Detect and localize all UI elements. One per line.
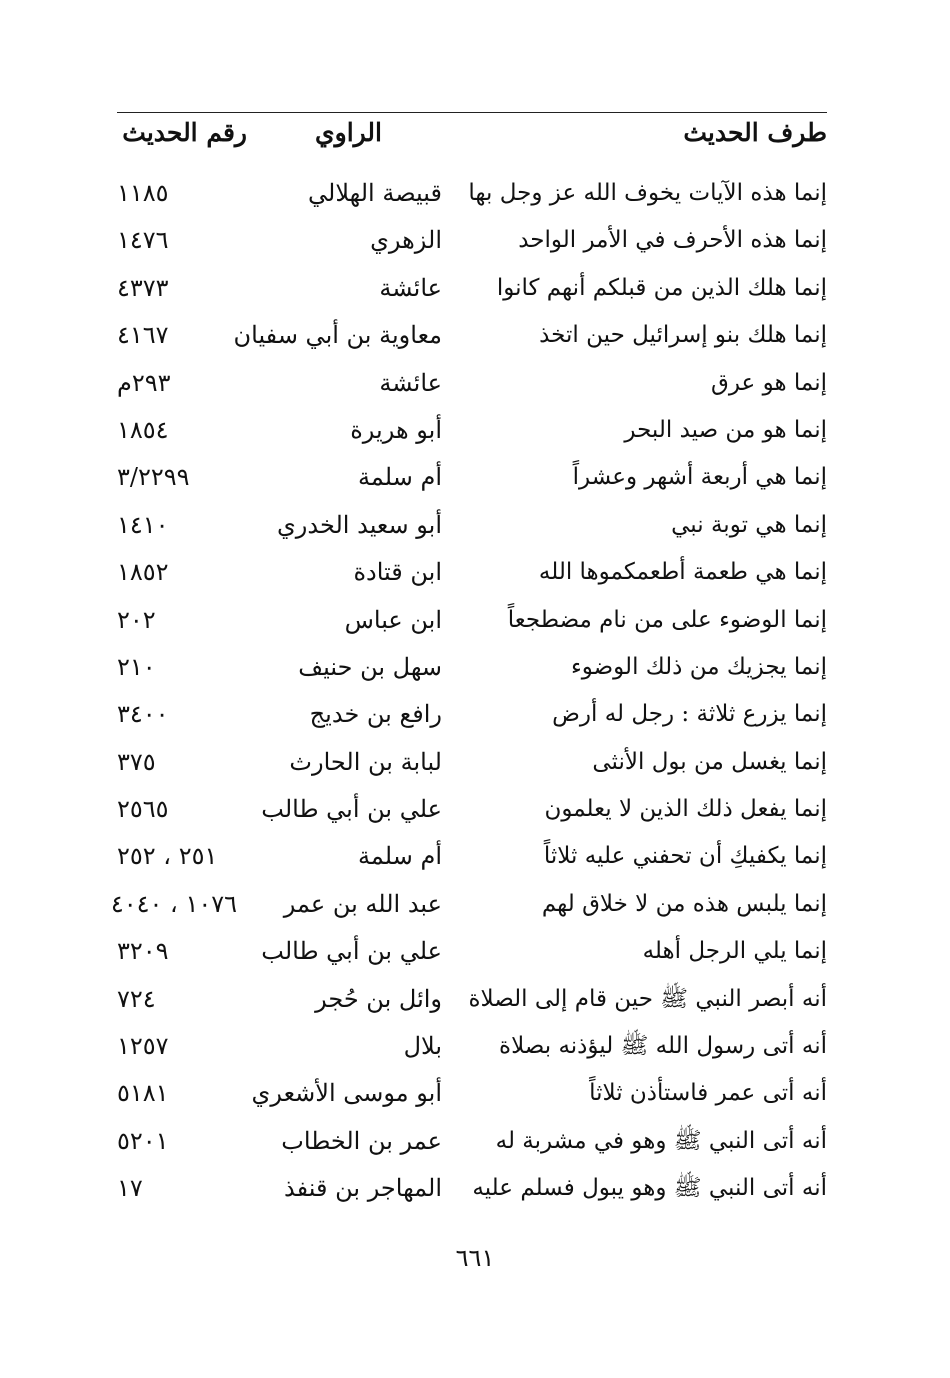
- hadith-number: ٣٢٠٩: [117, 937, 169, 966]
- narrator: قبيصة الهلالي: [308, 179, 442, 207]
- hadith-text: إنما يلبس هذه من لا خلاق لهم: [541, 890, 827, 917]
- header-narrator: الراوي: [315, 118, 382, 147]
- narrator: أبو هريرة: [350, 415, 442, 444]
- table-row: [117, 644, 827, 691]
- hadith-number: ٥١٨١: [117, 1079, 169, 1108]
- hadith-text: إنما هلك بنو إسرائيل حين اتخذ: [539, 322, 827, 349]
- table-header: [117, 118, 827, 164]
- table-row: [117, 691, 827, 738]
- table-row: [117, 1070, 827, 1117]
- hadith-number: ١٤١٠: [117, 510, 169, 539]
- table-row: [117, 217, 827, 264]
- narrator: علي بن أبي طالب: [261, 937, 442, 966]
- narrator: علي بن أبي طالب: [261, 795, 442, 824]
- narrator: ابن عباس: [344, 605, 442, 634]
- narrator: أم سلمة: [358, 463, 442, 492]
- hadith-number: ١٨٥٢: [117, 558, 169, 587]
- hadith-text: أنه أتى النبي ﷺ وهو في مشربة له: [495, 1127, 827, 1154]
- narrator: أبو سعيد الخدري: [277, 510, 442, 539]
- hadith-number: ٣/٢٢٩٩: [117, 463, 190, 492]
- narrator: أبو موسى الأشعري: [251, 1079, 442, 1108]
- hadith-number: ١٧: [117, 1174, 143, 1203]
- hadith-text: إنما هذه الآيات يخوف الله عز وجل بها: [468, 180, 827, 206]
- page-number: ٦٦١: [455, 1244, 495, 1272]
- hadith-number: ٢١٠: [117, 652, 156, 681]
- narrator: عائشة: [379, 368, 442, 397]
- hadith-number: ٢٠٢: [117, 605, 156, 634]
- narrator: وائل بن حُجر: [315, 984, 442, 1013]
- hadith-index-table: [110, 170, 827, 1213]
- hadith-text: إنما هلك الذين من قبلكم أنهم كانوا: [496, 274, 827, 301]
- table-row: [117, 454, 827, 501]
- narrator: عبد الله بن عمر: [283, 889, 442, 918]
- table-row: [117, 928, 827, 975]
- narrator: معاوية بن أبي سفيان: [233, 321, 442, 350]
- table-row: [117, 597, 827, 644]
- table-row: [117, 549, 827, 596]
- header-top-rule: [117, 112, 827, 113]
- table-row: [117, 170, 827, 217]
- hadith-number: ٢٥٦٥: [117, 795, 169, 824]
- hadith-text: إنما يكفيكِ أن تحفني عليه ثلاثاً: [543, 843, 827, 870]
- hadith-text: أنه أتى عمر فاستأذن ثلاثاً: [589, 1080, 827, 1107]
- narrator: عمر بن الخطاب: [281, 1126, 442, 1155]
- hadith-text: إنما هي أربعة أشهر وعشراً: [572, 464, 827, 491]
- narrator: لبابة بن الحارث: [289, 747, 442, 776]
- hadith-text: إنما هي طعمة أطعمكموها الله: [538, 559, 827, 586]
- table-row: [117, 739, 827, 786]
- hadith-text: إنما يزرع ثلاثة : رجل له أرض: [552, 701, 827, 728]
- table-row: [117, 1165, 827, 1212]
- hadith-text: إنما هو من صيد البحر: [624, 416, 827, 443]
- hadith-number: ٢٩٣م: [117, 368, 171, 397]
- hadith-number: ٣٧٥: [117, 747, 156, 776]
- hadith-text: إنما الوضوء على من نام مضطجعاً: [507, 606, 827, 633]
- header-hadith-text: طرف الحديث: [683, 118, 827, 147]
- hadith-number: ٥٢٠١: [117, 1126, 169, 1155]
- hadith-number: ٤١٦٧: [117, 321, 169, 350]
- table-row: [117, 833, 827, 880]
- narrator: رافع بن خديج: [309, 700, 442, 729]
- table-row: [110, 881, 827, 928]
- hadith-text: إنما هي توبة نبي: [671, 511, 827, 538]
- table-row: [117, 312, 827, 359]
- hadith-number: ٤٣٧٣: [117, 273, 169, 302]
- narrator: ابن قتادة: [353, 558, 442, 587]
- narrator: الزهري: [370, 226, 442, 255]
- hadith-number: ١٨٥٤: [117, 415, 169, 444]
- narrator: المهاجر بن قنفذ: [284, 1174, 442, 1203]
- narrator: عائشة: [379, 273, 442, 302]
- hadith-text: إنما يلي الرجل أهله: [642, 938, 827, 965]
- table-row: [117, 265, 827, 312]
- hadith-number: ٢٥١ ، ٢٥٢: [117, 842, 218, 871]
- hadith-number: ١٤٧٦: [117, 226, 169, 255]
- hadith-text: أنه أبصر النبي ﷺ حين قام إلى الصلاة: [468, 985, 827, 1012]
- table-row: [117, 976, 827, 1023]
- table-row: [117, 502, 827, 549]
- hadith-number: ١١٨٥: [117, 179, 169, 207]
- table-row: [117, 1023, 827, 1070]
- hadith-text: إنما يغسل من بول الأنثى: [592, 748, 827, 775]
- narrator: بلال: [403, 1032, 442, 1061]
- table-row: [117, 407, 827, 454]
- narrator: سهل بن حنيف: [298, 652, 442, 681]
- hadith-text: إنما يفعل ذلك الذين لا يعلمون: [544, 796, 827, 823]
- table-row: [117, 1118, 827, 1165]
- narrator: أم سلمة: [358, 842, 442, 871]
- header-hadith-number: رقم الحديث: [122, 118, 247, 147]
- hadith-number: ١٠٧٦ ، ٤٠٤٠: [110, 889, 237, 918]
- hadith-number: ٣٤٠٠: [117, 700, 169, 729]
- table-row: [117, 360, 827, 407]
- hadith-text: إنما يجزيك من ذلك الوضوء: [570, 653, 827, 680]
- table-row: [117, 786, 827, 833]
- hadith-number: ٧٢٤: [117, 984, 156, 1013]
- hadith-text: إنما هذه الأحرف في الأمر الواحد: [518, 227, 827, 254]
- hadith-number: ١٢٥٧: [117, 1032, 169, 1061]
- hadith-text: أنه أتى رسول الله ﷺ ليؤذنه بصلاة: [499, 1033, 827, 1060]
- hadith-text: إنما هو عرق: [711, 369, 827, 396]
- hadith-text: أنه أتى النبي ﷺ وهو يبول فسلم عليه: [472, 1175, 827, 1202]
